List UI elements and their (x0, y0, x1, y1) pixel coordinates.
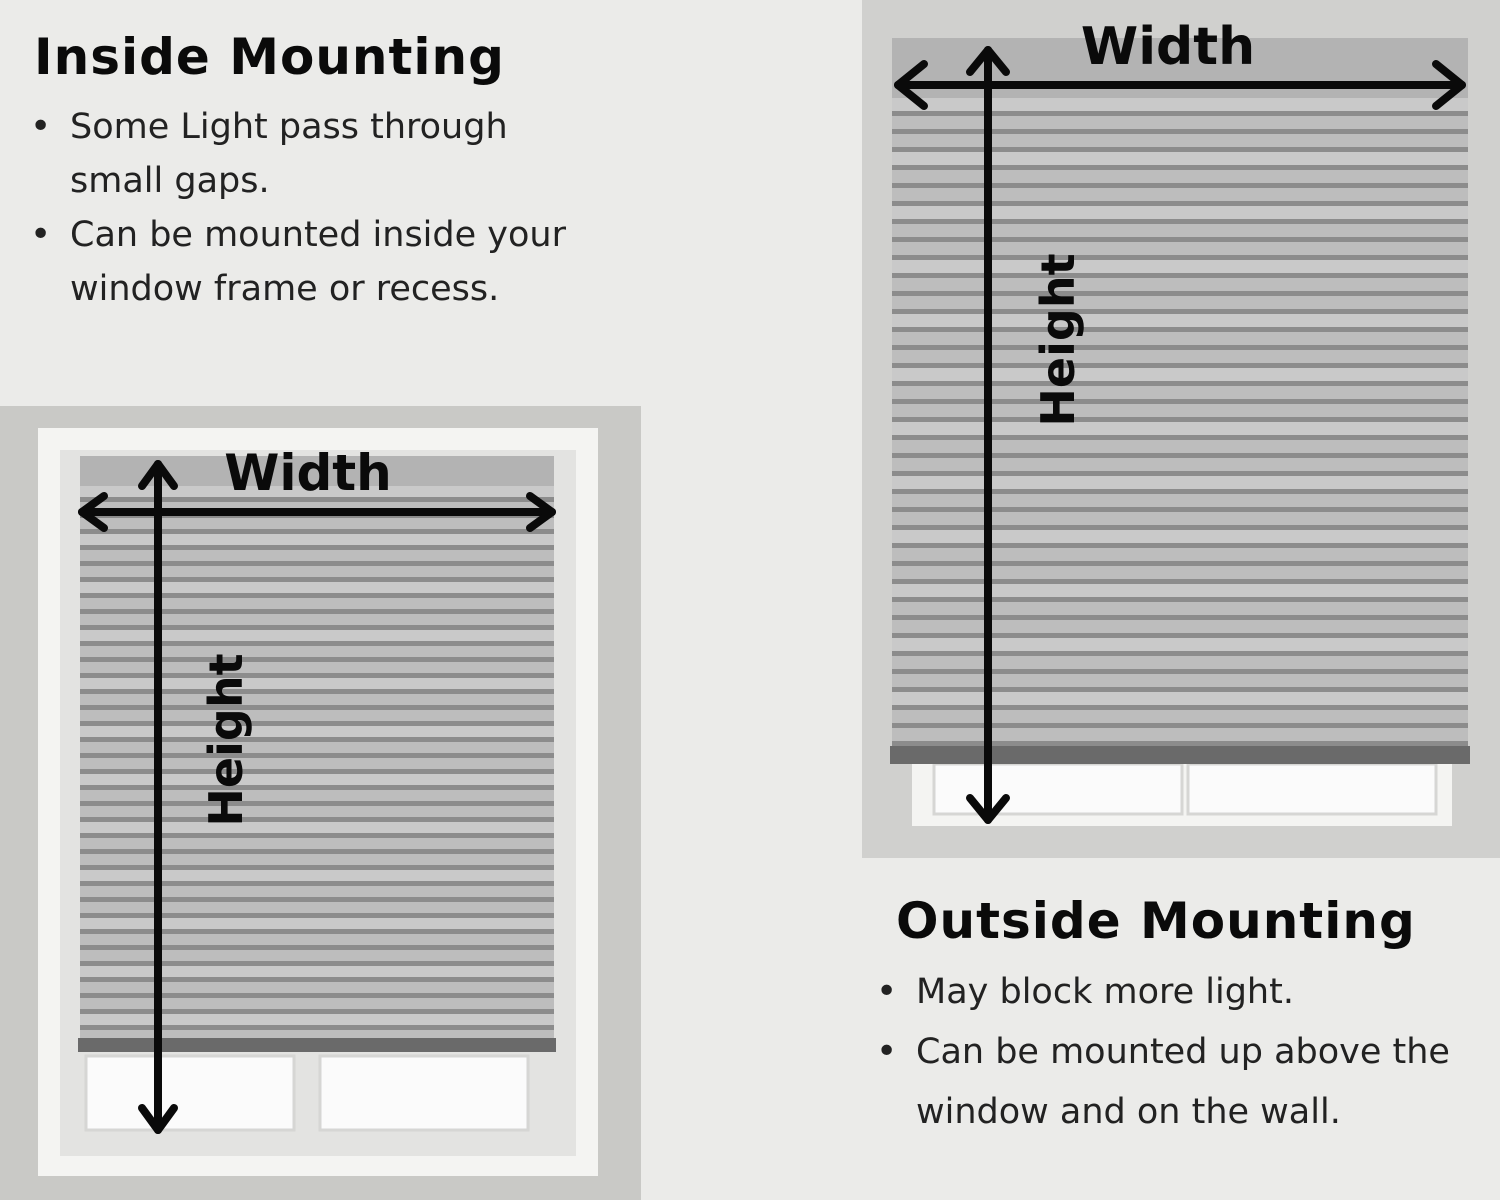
list-item (880, 962, 1500, 1022)
inside-mount-illustration (0, 406, 641, 1200)
window-pane (86, 1056, 294, 1130)
shade-fabric (80, 486, 554, 1046)
width-label: Width (224, 444, 392, 502)
shade-pleat (892, 273, 1468, 278)
shade-pleat (80, 641, 554, 646)
shade-fabric (892, 98, 1468, 746)
list-item (880, 1022, 1500, 1142)
shade-pleat (892, 381, 1468, 386)
bullet-line: Can be mounted inside your (70, 215, 566, 255)
window-pane (1188, 764, 1436, 814)
shade-pleat (80, 705, 554, 710)
shade-pleat (892, 471, 1468, 476)
bullet-line: window frame or recess. (70, 269, 500, 309)
width-label: Width (1080, 17, 1256, 77)
shade-pleat (80, 977, 554, 982)
bullet-line: small gaps. (70, 161, 270, 201)
shade-pleat (892, 525, 1468, 530)
shade-pleat (892, 489, 1468, 494)
shade-pleat (892, 255, 1468, 260)
shade-pleat (80, 529, 554, 534)
shade-pleat (80, 673, 554, 678)
shade-pleat (892, 741, 1468, 746)
height-label: Height (199, 653, 253, 827)
outside-mounting-bullets (880, 962, 1500, 1142)
shade-pleat (892, 633, 1468, 638)
outside-mount-illustration (862, 0, 1500, 858)
shade-pleat (80, 849, 554, 854)
shade-pleat (80, 833, 554, 838)
shade-pleat (80, 561, 554, 566)
shade-pleat (892, 687, 1468, 692)
window-pane (320, 1056, 528, 1130)
list-item (34, 208, 634, 316)
inside-mounting-title: Inside Mounting (34, 28, 505, 86)
shade-pleat (892, 453, 1468, 458)
shade-pleat (892, 291, 1468, 296)
shade-pleat (80, 817, 554, 822)
shade-pleat (892, 201, 1468, 206)
bullet-line: Some Light pass through (70, 107, 508, 147)
shade-pleat (892, 561, 1468, 566)
shade-pleat (892, 219, 1468, 224)
shade-pleat (80, 1025, 554, 1030)
shade-pleat (80, 785, 554, 790)
shade-pleat (892, 723, 1468, 728)
outside-mounting-title: Outside Mounting (896, 892, 1416, 950)
shade-pleat (80, 609, 554, 614)
shade-pleat (892, 435, 1468, 440)
shade-pleat (80, 929, 554, 934)
shade-pleat (892, 507, 1468, 512)
shade-pleat (80, 993, 554, 998)
list-item (34, 100, 634, 208)
outside-mount-drawing (862, 0, 1500, 858)
shade-pleat (80, 545, 554, 550)
shade-pleat (892, 129, 1468, 134)
shade-pleat (80, 865, 554, 870)
shade-pleat (892, 651, 1468, 656)
shade-pleat (80, 753, 554, 758)
shade-pleat (892, 543, 1468, 548)
shade-pleat (892, 327, 1468, 332)
bottom-rail (890, 746, 1470, 764)
shade-pleat (80, 961, 554, 966)
shade-pleat (80, 945, 554, 950)
shade-pleat (892, 165, 1468, 170)
shade-pleat (80, 625, 554, 630)
shade-pleat (80, 657, 554, 662)
shade-pleat (892, 363, 1468, 368)
window-pane (934, 764, 1182, 814)
shade-pleat (80, 593, 554, 598)
shade-pleat (892, 111, 1468, 116)
shade-pleat (892, 183, 1468, 188)
shade-pleat (80, 737, 554, 742)
shade-pleat (80, 897, 554, 902)
shade-pleat (80, 1009, 554, 1014)
shade-pleat (892, 705, 1468, 710)
shade-pleat (80, 881, 554, 886)
inside-mount-drawing (0, 406, 641, 1200)
shade-pleat (80, 721, 554, 726)
shade-pleat (892, 417, 1468, 422)
shade-pleat (892, 579, 1468, 584)
shade-pleat (80, 913, 554, 918)
shade-pleat (892, 309, 1468, 314)
height-label: Height (1031, 253, 1085, 427)
shade-pleat (892, 237, 1468, 242)
bullet-line: window and on the wall. (916, 1092, 1341, 1132)
shade-pleat (80, 801, 554, 806)
shade-pleat (80, 689, 554, 694)
shade-pleat (80, 577, 554, 582)
bottom-rail (78, 1038, 556, 1052)
inside-mounting-bullets (34, 100, 634, 316)
bullet-line: Can be mounted up above the (916, 1032, 1450, 1072)
bullet-line: May block more light. (916, 972, 1294, 1012)
shade-pleat (892, 669, 1468, 674)
shade-pleat (892, 597, 1468, 602)
shade-pleat (80, 769, 554, 774)
shade-pleat (892, 345, 1468, 350)
shade-pleat (892, 399, 1468, 404)
shade-pleat (892, 147, 1468, 152)
shade-pleat (892, 615, 1468, 620)
